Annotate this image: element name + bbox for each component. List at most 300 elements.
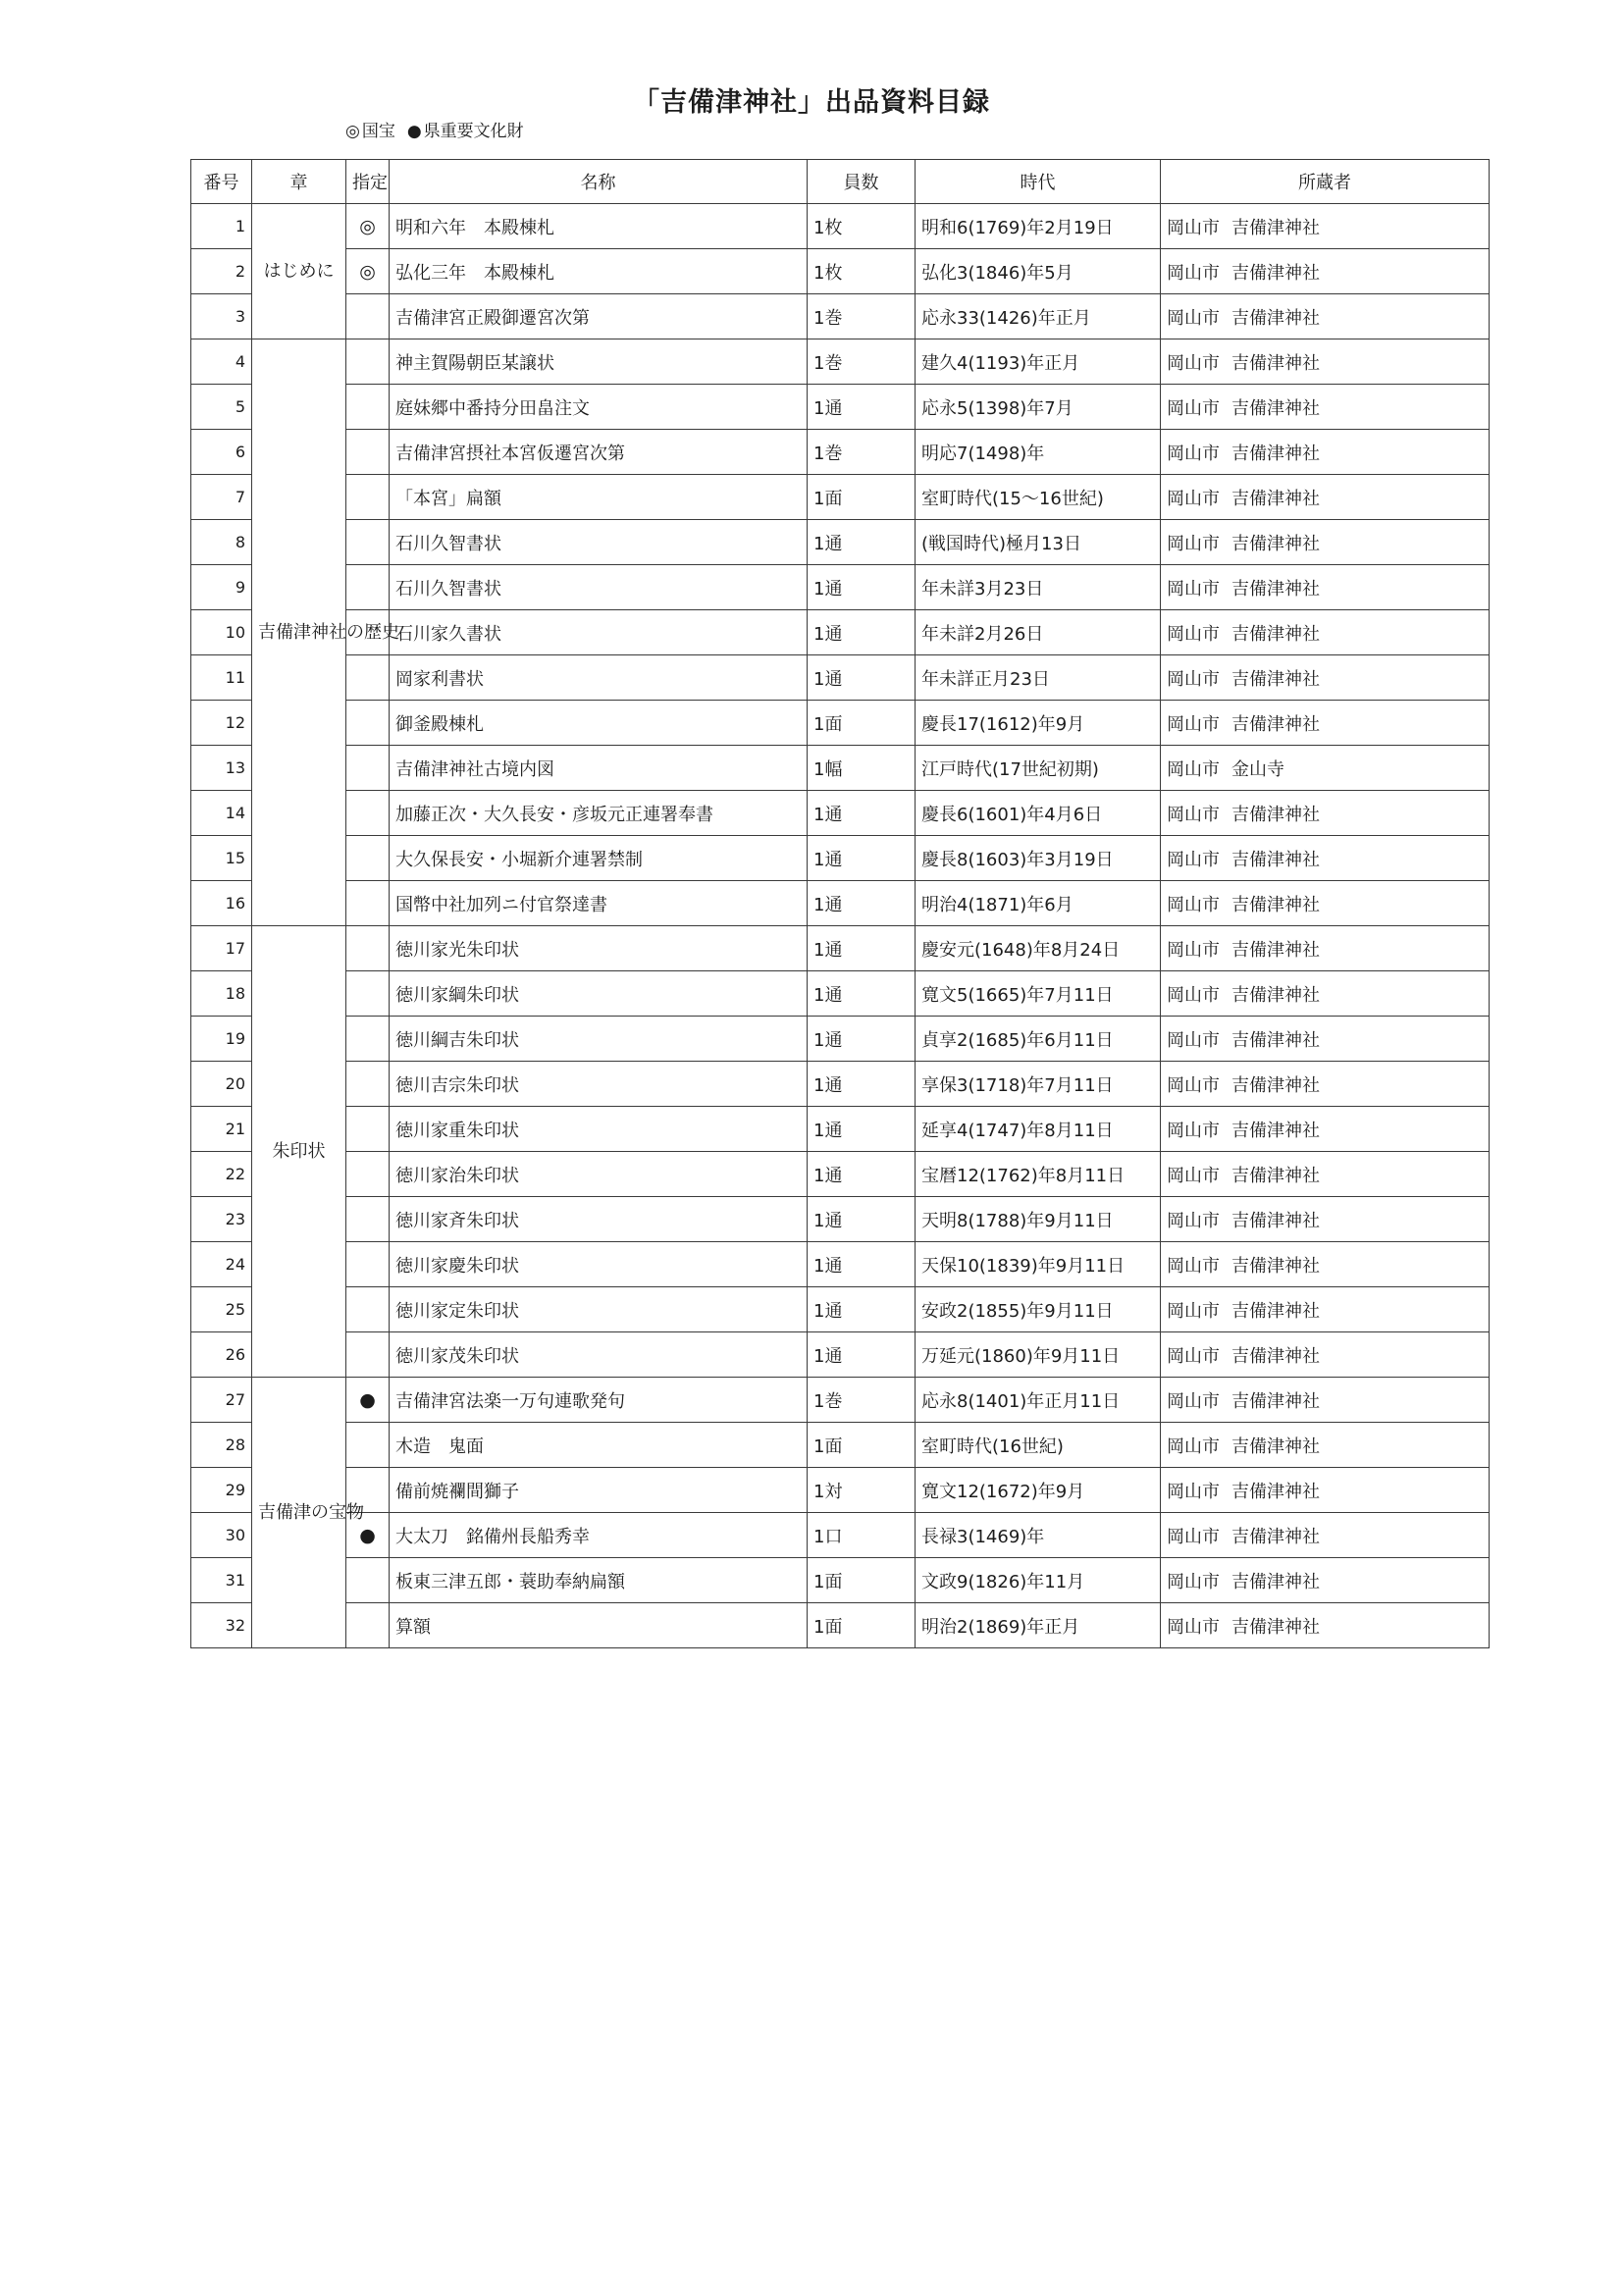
item-number: 6 [191,430,252,475]
header-owner: 所蔵者 [1161,160,1490,204]
item-count: 1面 [808,701,916,746]
item-name: 板東三津五郎・蓑助奉納扁額 [390,1558,808,1603]
item-owner [1161,1107,1490,1152]
item-count: 1口 [808,1513,916,1558]
item-owner [1161,791,1490,836]
item-period: 年未詳3月23日 [916,565,1161,610]
item-number: 13 [191,746,252,791]
legend-prefectural-property-label: 県重要文化財 [423,122,524,141]
header-number: 番号 [191,160,252,204]
owner-city: 岡山市 [1167,1435,1220,1457]
item-count: 1通 [808,1242,916,1287]
table-row [191,1062,1490,1107]
owner-name: 吉備津神社 [1231,1029,1320,1051]
item-number: 30 [191,1513,252,1558]
header-count: 員数 [808,160,916,204]
designation-mark-icon [346,881,390,926]
item-count: 1通 [808,1107,916,1152]
item-period: 文政9(1826)年11月 [916,1558,1161,1603]
owner-name: 吉備津神社 [1231,1390,1320,1412]
item-period: 天保10(1839)年9月11日 [916,1242,1161,1287]
item-period: 享保3(1718)年7月11日 [916,1062,1161,1107]
owner-city: 岡山市 [1167,1571,1220,1592]
item-number: 4 [191,339,252,385]
owner-city: 岡山市 [1167,533,1220,554]
designation-mark-icon [346,1107,390,1152]
item-owner [1161,520,1490,565]
item-number: 22 [191,1152,252,1197]
item-owner [1161,1332,1490,1378]
item-count: 1通 [808,520,916,565]
item-count: 1対 [808,1468,916,1513]
table-row [191,926,1490,971]
designation-mark-icon: ● [346,1513,390,1558]
designation-mark-icon: ◎ [346,249,390,294]
item-period: 貞享2(1685)年6月11日 [916,1017,1161,1062]
designation-mark-icon [346,1287,390,1332]
item-number: 1 [191,204,252,249]
item-name: 吉備津宮法楽一万句連歌発句 [390,1378,808,1423]
item-name: 徳川家斉朱印状 [390,1197,808,1242]
designation-mark-icon [346,1242,390,1287]
item-period: 年未詳正月23日 [916,655,1161,701]
item-owner [1161,1603,1490,1648]
item-name: 吉備津神社古境内図 [390,746,808,791]
owner-city: 岡山市 [1167,1074,1220,1096]
designation-mark-icon [346,701,390,746]
item-name: 「本宮」扁額 [390,475,808,520]
item-owner [1161,385,1490,430]
header-chapter: 章 [252,160,346,204]
designation-mark-icon: ● [346,1378,390,1423]
item-period: 応永8(1401)年正月11日 [916,1378,1161,1423]
owner-name: 吉備津神社 [1231,217,1320,238]
item-owner [1161,1287,1490,1332]
designation-mark-icon [346,1197,390,1242]
item-name: 大久保長安・小堀新介連署禁制 [390,836,808,881]
owner-name: 吉備津神社 [1231,307,1320,329]
table-row [191,249,1490,294]
chapter-cell: 吉備津神社の歴史 [252,339,346,926]
item-count: 1巻 [808,1378,916,1423]
designation-mark-icon [346,1152,390,1197]
item-period: 安政2(1855)年9月11日 [916,1287,1161,1332]
item-name: 徳川吉宗朱印状 [390,1062,808,1107]
item-name: 算額 [390,1603,808,1648]
item-count: 1通 [808,836,916,881]
item-owner [1161,1468,1490,1513]
item-count: 1通 [808,1062,916,1107]
item-name: 吉備津宮正殿御遷宮次第 [390,294,808,339]
owner-name: 吉備津神社 [1231,1571,1320,1592]
owner-city: 岡山市 [1167,217,1220,238]
designation-mark-icon [346,1423,390,1468]
table-row [191,1242,1490,1287]
item-count: 1通 [808,1017,916,1062]
item-owner [1161,1513,1490,1558]
item-owner [1161,204,1490,249]
item-name: 徳川家綱朱印状 [390,971,808,1017]
item-owner [1161,1197,1490,1242]
owner-name: 吉備津神社 [1231,984,1320,1006]
designation-mark-icon: ◎ [346,204,390,249]
owner-city: 岡山市 [1167,1210,1220,1231]
item-count: 1巻 [808,430,916,475]
table-row [191,655,1490,701]
item-name: 備前焼襴間獅子 [390,1468,808,1513]
item-count: 1通 [808,881,916,926]
owner-city: 岡山市 [1167,713,1220,735]
item-name: 庭妹郷中番持分田畠注文 [390,385,808,430]
table-row [191,1558,1490,1603]
item-owner [1161,1017,1490,1062]
table-row [191,475,1490,520]
item-period: 明治4(1871)年6月 [916,881,1161,926]
owner-name: 吉備津神社 [1231,1210,1320,1231]
owner-name: 吉備津神社 [1231,1074,1320,1096]
owner-name: 吉備津神社 [1231,1435,1320,1457]
table-row [191,1468,1490,1513]
designation-mark-icon [346,339,390,385]
item-owner [1161,565,1490,610]
table-row [191,1017,1490,1062]
table-row [191,520,1490,565]
item-period: 建久4(1193)年正月 [916,339,1161,385]
designation-mark-icon [346,1332,390,1378]
designation-mark-icon [346,791,390,836]
item-count: 1面 [808,475,916,520]
owner-city: 岡山市 [1167,1029,1220,1051]
owner-name: 吉備津神社 [1231,849,1320,870]
item-number: 17 [191,926,252,971]
item-name: 御釜殿棟札 [390,701,808,746]
prefectural-property-mark-icon: ● [406,122,422,141]
item-number: 25 [191,1287,252,1332]
item-owner [1161,1152,1490,1197]
owner-city: 岡山市 [1167,804,1220,825]
owner-city: 岡山市 [1167,1120,1220,1141]
table-body [191,204,1490,1648]
legend-national-treasure-label: 国宝 [361,122,395,141]
item-period: 年未詳2月26日 [916,610,1161,655]
item-count: 1巻 [808,339,916,385]
owner-name: 吉備津神社 [1231,713,1320,735]
item-count: 1通 [808,655,916,701]
item-name: 国幣中社加列ニ付官祭達書 [390,881,808,926]
item-period: 慶長8(1603)年3月19日 [916,836,1161,881]
item-period: 室町時代(16世紀) [916,1423,1161,1468]
item-name: 弘化三年 本殿棟札 [390,249,808,294]
item-number: 31 [191,1558,252,1603]
item-period: 寛文12(1672)年9月 [916,1468,1161,1513]
table-row [191,1513,1490,1558]
item-owner [1161,1558,1490,1603]
item-number: 16 [191,881,252,926]
item-owner [1161,430,1490,475]
owner-city: 岡山市 [1167,488,1220,509]
item-number: 15 [191,836,252,881]
item-name: 石川家久書状 [390,610,808,655]
item-count: 1通 [808,791,916,836]
table-row [191,204,1490,249]
item-number: 23 [191,1197,252,1242]
owner-name: 吉備津神社 [1231,533,1320,554]
owner-name: 吉備津神社 [1231,1481,1320,1502]
item-name: 石川久智書状 [390,520,808,565]
owner-city: 岡山市 [1167,1526,1220,1547]
item-name: 明和六年 本殿棟札 [390,204,808,249]
item-count: 1幅 [808,746,916,791]
item-number: 12 [191,701,252,746]
item-count: 1通 [808,971,916,1017]
item-name: 石川久智書状 [390,565,808,610]
item-number: 21 [191,1107,252,1152]
item-number: 28 [191,1423,252,1468]
item-period: 明和6(1769)年2月19日 [916,204,1161,249]
item-period: 慶長17(1612)年9月 [916,701,1161,746]
table-row [191,1378,1490,1423]
item-number: 2 [191,249,252,294]
item-period: 室町時代(15～16世紀) [916,475,1161,520]
item-count: 1通 [808,1287,916,1332]
item-name: 吉備津宮摂社本宮仮遷宮次第 [390,430,808,475]
item-number: 8 [191,520,252,565]
table-row [191,1152,1490,1197]
owner-city: 岡山市 [1167,894,1220,915]
designation-mark-icon [346,430,390,475]
item-owner [1161,926,1490,971]
item-period: 宝暦12(1762)年8月11日 [916,1152,1161,1197]
designation-mark-icon [346,475,390,520]
table-row [191,701,1490,746]
item-count: 1通 [808,385,916,430]
table-row [191,971,1490,1017]
item-count: 1巻 [808,294,916,339]
item-owner [1161,339,1490,385]
item-owner [1161,249,1490,294]
item-number: 26 [191,1332,252,1378]
table-header-row [191,160,1490,204]
item-period: 慶安元(1648)年8月24日 [916,926,1161,971]
item-number: 24 [191,1242,252,1287]
owner-city: 岡山市 [1167,849,1220,870]
item-count: 1通 [808,1332,916,1378]
owner-name: 吉備津神社 [1231,1300,1320,1322]
owner-city: 岡山市 [1167,939,1220,961]
page-title: 「吉備津神社」出品資料目録 [633,87,990,118]
item-name: 神主賀陽朝臣某譲状 [390,339,808,385]
item-period: 弘化3(1846)年5月 [916,249,1161,294]
exhibit-catalog-table [190,159,1490,1648]
owner-city: 岡山市 [1167,1481,1220,1502]
designation-mark-icon [346,971,390,1017]
designation-mark-icon [346,1017,390,1062]
item-count: 1面 [808,1603,916,1648]
item-name: 徳川家治朱印状 [390,1152,808,1197]
item-period: 長禄3(1469)年 [916,1513,1161,1558]
item-number: 9 [191,565,252,610]
owner-city: 岡山市 [1167,1300,1220,1322]
designation-mark-icon [346,655,390,701]
item-period: 慶長6(1601)年4月6日 [916,791,1161,836]
table-row [191,1287,1490,1332]
owner-city: 岡山市 [1167,443,1220,464]
item-period: 江戸時代(17世紀初期) [916,746,1161,791]
owner-city: 岡山市 [1167,758,1220,780]
item-owner [1161,881,1490,926]
item-period: 明治2(1869)年正月 [916,1603,1161,1648]
owner-name: 吉備津神社 [1231,262,1320,284]
chapter-cell: はじめに [252,204,346,339]
owner-name: 吉備津神社 [1231,397,1320,419]
header-designation: 指定 [346,160,390,204]
item-owner [1161,746,1490,791]
owner-name: 吉備津神社 [1231,668,1320,690]
item-count: 1枚 [808,249,916,294]
table-row [191,1603,1490,1648]
item-name: 徳川家茂朱印状 [390,1332,808,1378]
table-row [191,294,1490,339]
owner-city: 岡山市 [1167,397,1220,419]
owner-city: 岡山市 [1167,307,1220,329]
item-count: 1通 [808,926,916,971]
item-number: 14 [191,791,252,836]
table-row [191,791,1490,836]
item-owner [1161,655,1490,701]
table-row [191,1423,1490,1468]
item-count: 1面 [808,1423,916,1468]
owner-name: 吉備津神社 [1231,1345,1320,1367]
owner-name: 吉備津神社 [1231,939,1320,961]
item-name: 加藤正次・大久長安・彦坂元正連署奉書 [390,791,808,836]
table-row [191,746,1490,791]
header-name: 名称 [390,160,808,204]
table-row [191,430,1490,475]
item-name: 徳川家光朱印状 [390,926,808,971]
table-row [191,881,1490,926]
item-period: 応永5(1398)年7月 [916,385,1161,430]
table-row [191,1107,1490,1152]
item-period: 天明8(1788)年9月11日 [916,1197,1161,1242]
chapter-cell: 吉備津の宝物 [252,1378,346,1648]
item-name: 徳川家重朱印状 [390,1107,808,1152]
owner-name: 吉備津神社 [1231,623,1320,645]
item-owner [1161,1242,1490,1287]
owner-city: 岡山市 [1167,352,1220,374]
owner-name: 吉備津神社 [1231,804,1320,825]
item-name: 木造 鬼面 [390,1423,808,1468]
owner-city: 岡山市 [1167,1165,1220,1186]
designation-mark-icon [346,385,390,430]
item-owner [1161,1062,1490,1107]
designation-mark-icon [346,836,390,881]
owner-city: 岡山市 [1167,1345,1220,1367]
item-count: 1枚 [808,204,916,249]
item-name: 徳川綱吉朱印状 [390,1017,808,1062]
item-number: 18 [191,971,252,1017]
designation-mark-icon [346,1062,390,1107]
item-owner [1161,836,1490,881]
designation-mark-icon [346,926,390,971]
item-period: 明応7(1498)年 [916,430,1161,475]
table-row [191,385,1490,430]
item-number: 32 [191,1603,252,1648]
item-number: 5 [191,385,252,430]
item-owner [1161,610,1490,655]
owner-name: 吉備津神社 [1231,1255,1320,1277]
designation-mark-icon [346,746,390,791]
owner-name: 吉備津神社 [1231,1120,1320,1141]
item-name: 大太刀 銘備州長船秀幸 [390,1513,808,1558]
item-number: 7 [191,475,252,520]
item-number: 3 [191,294,252,339]
item-owner [1161,701,1490,746]
item-number: 19 [191,1017,252,1062]
item-count: 1面 [808,1558,916,1603]
item-period: (戦国時代)極月13日 [916,520,1161,565]
item-name: 徳川家定朱印状 [390,1287,808,1332]
owner-name: 吉備津神社 [1231,443,1320,464]
item-owner [1161,1423,1490,1468]
item-name: 徳川家慶朱印状 [390,1242,808,1287]
item-period: 応永33(1426)年正月 [916,294,1161,339]
item-name: 岡家利書状 [390,655,808,701]
designation-mark-icon [346,1603,390,1648]
item-owner [1161,971,1490,1017]
owner-city: 岡山市 [1167,984,1220,1006]
item-count: 1通 [808,1197,916,1242]
owner-name: 吉備津神社 [1231,1165,1320,1186]
item-period: 延享4(1747)年8月11日 [916,1107,1161,1152]
owner-name: 金山寺 [1231,758,1284,780]
owner-name: 吉備津神社 [1231,578,1320,600]
owner-city: 岡山市 [1167,623,1220,645]
owner-name: 吉備津神社 [1231,1526,1320,1547]
designation-legend [345,117,524,141]
designation-mark-icon [346,565,390,610]
item-count: 1通 [808,610,916,655]
item-number: 11 [191,655,252,701]
chapter-cell: 朱印状 [252,926,346,1378]
owner-name: 吉備津神社 [1231,488,1320,509]
owner-city: 岡山市 [1167,668,1220,690]
designation-mark-icon [346,1558,390,1603]
item-owner [1161,294,1490,339]
owner-city: 岡山市 [1167,1255,1220,1277]
national-treasure-mark-icon: ◎ [345,122,360,141]
header-period: 時代 [916,160,1161,204]
item-period: 万延元(1860)年9月11日 [916,1332,1161,1378]
table-row [191,1332,1490,1378]
designation-mark-icon [346,520,390,565]
item-period: 寛文5(1665)年7月11日 [916,971,1161,1017]
item-number: 27 [191,1378,252,1423]
table-row [191,339,1490,385]
table-row [191,836,1490,881]
item-number: 10 [191,610,252,655]
item-count: 1通 [808,1152,916,1197]
designation-mark-icon [346,294,390,339]
owner-city: 岡山市 [1167,262,1220,284]
item-count: 1通 [808,565,916,610]
table-row [191,565,1490,610]
owner-city: 岡山市 [1167,1616,1220,1638]
table-row [191,1197,1490,1242]
owner-name: 吉備津神社 [1231,352,1320,374]
owner-name: 吉備津神社 [1231,894,1320,915]
item-owner [1161,1378,1490,1423]
owner-name: 吉備津神社 [1231,1616,1320,1638]
